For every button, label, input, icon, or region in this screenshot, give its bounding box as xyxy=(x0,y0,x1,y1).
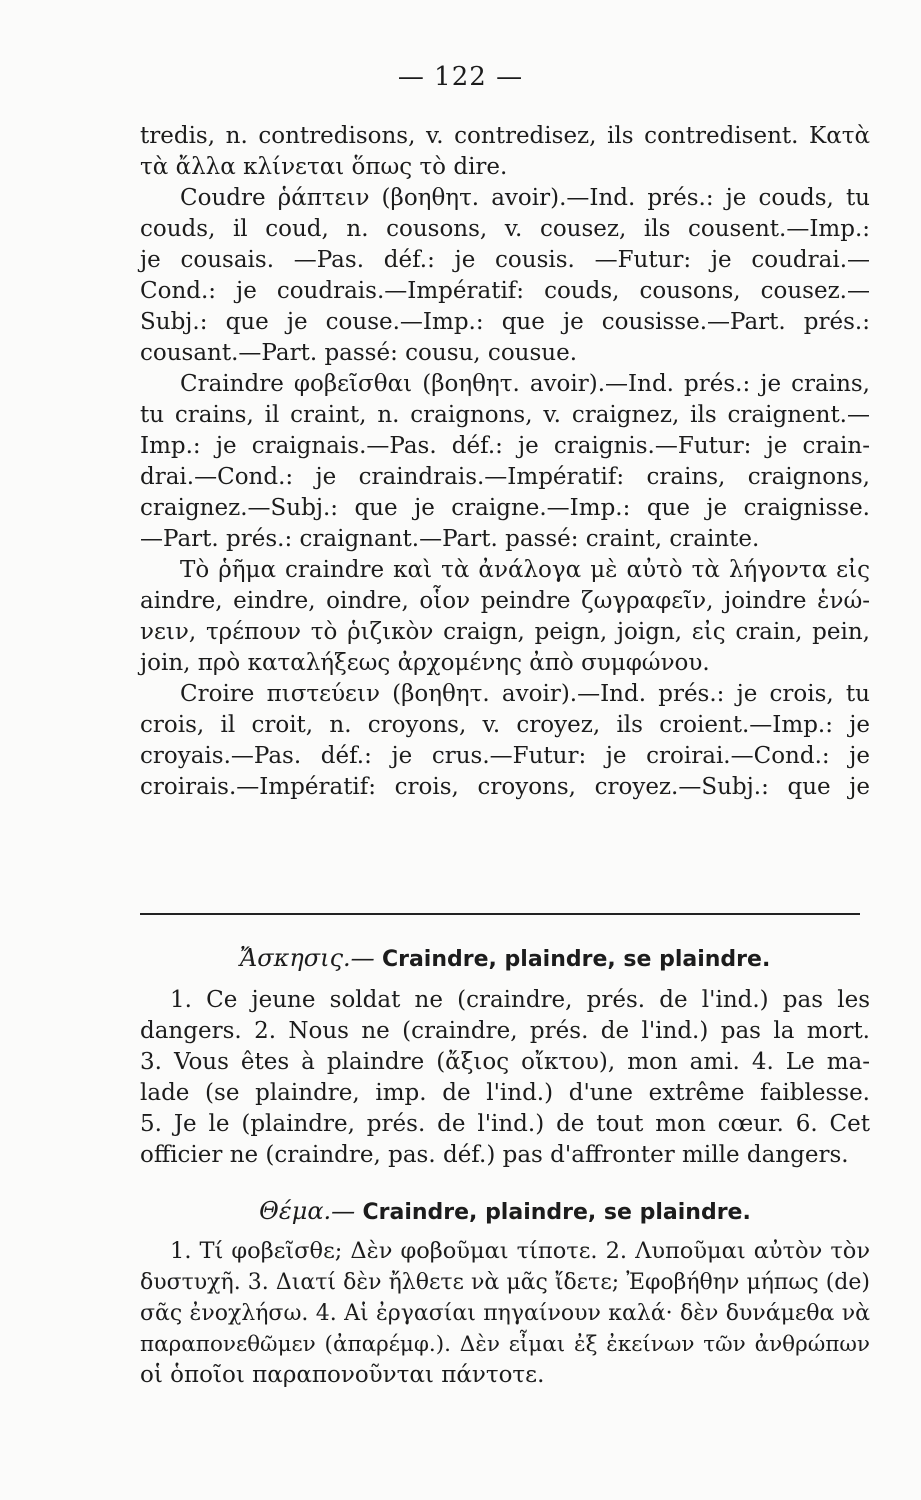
text-line: je cousais. —Pas. déf.: je cousis. —Futur: je coudrai.— xyxy=(140,247,870,273)
text-line: croyais.—Pas. déf.: je crus.—Futur: je croirai.—Cond.: je xyxy=(140,743,870,769)
section-divider xyxy=(140,913,860,915)
exercise-text xyxy=(140,985,870,1171)
text-line: Imp.: je craignais.—Pas. déf.: je craignis.—Futur: je crain- xyxy=(140,433,870,459)
exercise-title: Craindre, plaindre, se plaindre. xyxy=(381,947,771,972)
theme-text xyxy=(140,1236,870,1391)
entry-coudre: Coudre ῥάπτειν (βοηθητ. avoir).—Ind. prés.: je couds, tu xyxy=(180,185,870,211)
text-line: σᾶς ἐνοχλήσω. 4. Αἱ ἐργασίαι πηγαίνουν καλά· δὲν δυνάμεθα νὰ xyxy=(140,1301,870,1326)
text-line: παραπονεθῶμεν (ἀπαρέμφ.). Δὲν εἶμαι ἐξ ἐκείνων τῶν ἀνθρώπων xyxy=(140,1332,870,1357)
entry-croire: Croire πιστεύειν (βοηθητ. avoir).—Ind. prés.: je crois, tu xyxy=(180,681,870,707)
text-line: join, πρὸ καταλήξεως ἀρχομένης ἀπὸ συμφώνου. xyxy=(140,650,710,676)
text-line: Subj.: que je couse.—Imp.: que je cousisse.—Part. prés.: xyxy=(140,309,870,335)
main-text xyxy=(140,121,870,803)
text-line: —Part. prés.: craignant.—Part. passé: craint, crainte. xyxy=(140,526,760,552)
text-line: drai.—Cond.: je craindrais.—Impératif: crains, craignons, xyxy=(140,464,870,490)
theme-greek-label: Θέμα.— xyxy=(259,1197,356,1225)
text-line: officier ne (craindre, pas. déf.) pas d'affronter mille dangers. xyxy=(140,1142,849,1168)
exercise-heading xyxy=(140,944,870,972)
text-line: crois, il croit, n. croyons, v. croyez, ils croient.—Imp.: je xyxy=(140,712,870,738)
text-line: aindre, eindre, oindre, οἷον peindre ζωγραφεῖν, joindre ἑνώ- xyxy=(140,588,870,614)
text-line: 3. Vous êtes à plaindre (ἄξιος οἴκτου), mon ami. 4. Le ma- xyxy=(140,1049,870,1075)
text-line: dangers. 2. Nous ne (craindre, prés. de l'ind.) pas la mort. xyxy=(140,1018,870,1044)
note-paragraph: Τὸ ῥῆμα craindre καὶ τὰ ἀνάλογα μὲ αὐτὸ τὰ λήγοντα εἰς xyxy=(180,557,870,583)
theme-title: Craindre, plaindre, se plaindre. xyxy=(362,1200,751,1225)
text-line: Cond.: je coudrais.—Impératif: couds, cousons, cousez.— xyxy=(140,278,870,304)
text-line: οἱ ὁποῖοι παραπονοῦνται πάντοτε. xyxy=(140,1362,545,1388)
text-line: craignez.—Subj.: que je craigne.—Imp.: que je craignisse. xyxy=(140,495,870,521)
entry-craindre: Craindre φοβεῖσθαι (βοηθητ. avoir).—Ind. prés.: je crains, xyxy=(180,371,870,397)
text-line: δυστυχῆ. 3. Διατί δὲν ἤλθετε νὰ μᾶς ἴδετε; Ἐφοβήθην μήπως (de) xyxy=(140,1270,870,1295)
text-line: νειν, τρέπουν τὸ ῥιζικὸν craign, peign, joign, εἰς crain, pein, xyxy=(140,619,870,645)
text-line: cousant.—Part. passé: cousu, cousue. xyxy=(140,340,578,366)
text-line: lade (se plaindre, imp. de l'ind.) d'une extrême faiblesse. xyxy=(140,1080,870,1106)
text-line: couds, il coud, n. cousons, v. cousez, ils cousent.—Imp.: xyxy=(140,216,870,242)
page-number: — 122 — xyxy=(397,62,524,92)
text-line: croirais.—Impératif: crois, croyons, croyez.—Subj.: que je xyxy=(140,774,870,800)
text-line: tredis, n. contredisons, v. contredisez, ils contredisent. Κατὰ xyxy=(140,123,870,149)
text-line: 1. Τί φοβεῖσθε; Δὲν φοβοῦμαι τίποτε. 2. Λυποῦμαι αὐτὸν τὸν xyxy=(170,1238,870,1264)
text-line: 1. Ce jeune soldat ne (craindre, prés. de l'ind.) pas les xyxy=(170,987,870,1013)
text-line: τὰ ἄλλα κλίνεται ὅπως τὸ dire. xyxy=(140,154,508,180)
theme-heading xyxy=(140,1197,870,1225)
exercise-greek-label: Ἄσκησις.— xyxy=(239,944,375,972)
text-line: tu crains, il craint, n. craignons, v. craignez, ils craignent.— xyxy=(140,402,870,428)
text-line: 5. Je le (plaindre, prés. de l'ind.) de tout mon cœur. 6. Cet xyxy=(140,1111,870,1137)
